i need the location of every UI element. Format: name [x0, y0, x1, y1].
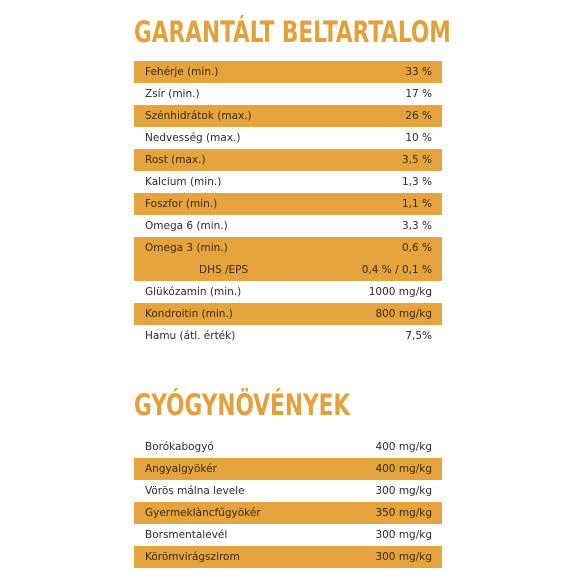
table-row	[134, 171, 442, 193]
herb-name: Angyalgyökér	[145, 463, 217, 475]
guaranteed-content-section	[134, 12, 451, 347]
table-row	[134, 303, 442, 325]
herbs-heading: GYÓGYNÖVÉNYEK	[134, 388, 351, 422]
guaranteed-content-heading: GARANTÁLT BELTARTALOM	[134, 15, 451, 49]
herb-value: 350 mg/kg	[375, 507, 432, 519]
table-row	[134, 524, 442, 546]
table-row	[134, 281, 442, 303]
herb-value: 400 mg/kg	[375, 463, 432, 475]
nutrient-value: 1,1 %	[401, 198, 432, 210]
guaranteed-content-table	[134, 61, 442, 347]
nutrient-name: Zsír (min.)	[145, 88, 200, 100]
herb-name: Gyermeklàncfűgyökér	[145, 507, 261, 519]
nutrient-name: Omega 6 (min.)	[145, 220, 228, 232]
table-row	[134, 546, 442, 568]
nutrient-value: 1,3 %	[401, 176, 432, 188]
nutrient-name: Nedvesség (max.)	[145, 132, 241, 144]
nutrient-value: 3,5 %	[401, 154, 432, 166]
table-row	[134, 259, 442, 281]
herb-value: 300 mg/kg	[375, 485, 432, 497]
herb-value: 300 mg/kg	[375, 529, 432, 541]
table-row	[134, 458, 442, 480]
nutrient-name: Foszfor (min.)	[145, 198, 218, 210]
nutrient-value: 0,4 % / 0,1 %	[361, 264, 432, 276]
table-row	[134, 325, 442, 347]
table-row	[134, 83, 442, 105]
nutrient-value: 33 %	[405, 66, 432, 78]
herb-name: Vörös málna levele	[145, 485, 245, 497]
herbs-table	[134, 436, 442, 568]
nutrient-name: Fehérje (min.)	[145, 66, 219, 78]
herbs-section	[134, 385, 442, 568]
herb-value: 300 mg/kg	[375, 551, 432, 563]
herb-name: Körömvirágszirom	[145, 551, 240, 563]
nutrient-value: 17 %	[405, 88, 432, 100]
nutrient-name: Kalcium (min.)	[145, 176, 222, 188]
table-row	[134, 237, 442, 259]
nutrient-name: Omega 3 (min.)	[145, 242, 228, 254]
nutrient-name: Kondroitin (min.)	[145, 308, 233, 320]
table-row	[134, 193, 442, 215]
nutrient-value: 1000 mg/kg	[368, 286, 432, 298]
table-row	[134, 480, 442, 502]
nutrient-value: 10 %	[405, 132, 432, 144]
nutrient-value: 0,6 %	[401, 242, 432, 254]
table-row	[134, 215, 442, 237]
herb-name: Borókabogyó	[145, 441, 214, 453]
table-row	[134, 61, 442, 83]
nutrient-name: DHS /EPS	[199, 264, 249, 276]
table-row	[134, 105, 442, 127]
table-row	[134, 127, 442, 149]
table-row	[134, 149, 442, 171]
nutrient-value: 3,3 %	[401, 220, 432, 232]
table-row	[134, 502, 442, 524]
nutrient-name: Hamu (átl. érték)	[145, 330, 236, 342]
herb-value: 400 mg/kg	[375, 441, 432, 453]
nutrient-name: Glükózamin (min.)	[145, 286, 242, 298]
nutrient-value: 26 %	[405, 110, 432, 122]
nutrient-name: Szénhidrátok (max.)	[145, 110, 252, 122]
nutrient-value: 7,5%	[405, 330, 432, 342]
herb-name: Borsmentalevél	[145, 529, 228, 541]
nutrient-value: 800 mg/kg	[375, 308, 432, 320]
nutrient-name: Rost (max.)	[145, 154, 206, 166]
table-row	[134, 436, 442, 458]
